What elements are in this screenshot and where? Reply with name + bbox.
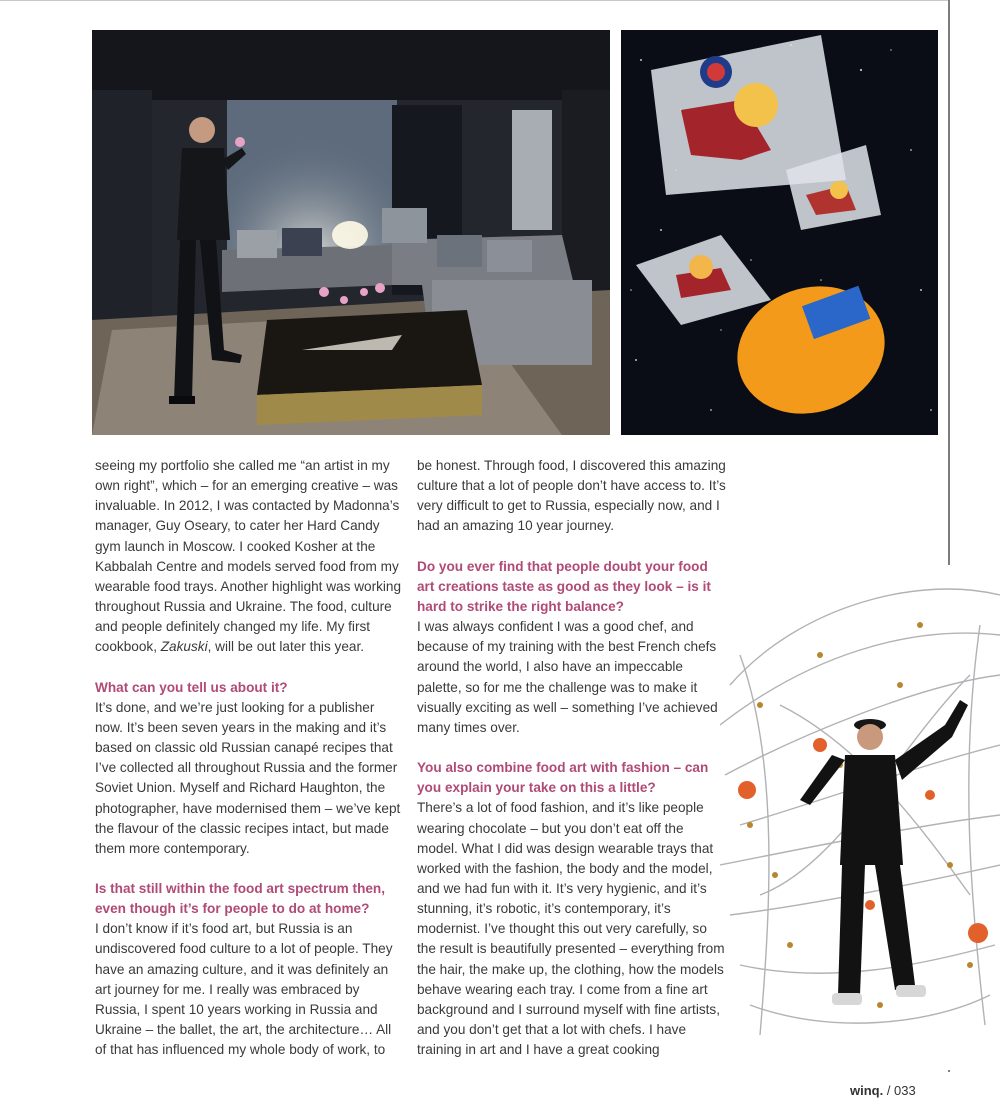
interview-answer: I was always confident I was a good chef, and because of my training with the best French chefs around the world, I also have an impeccable palette, so for me the challenge was to make it visually exciting as well – something I’ve achieved many times over.: [417, 619, 718, 735]
interview-question: You also combine food art with fashion – can you explain your take on this a little?: [417, 760, 709, 796]
paragraph: [95, 456, 405, 658]
article-column-right: [417, 456, 727, 1080]
top-rule: [0, 0, 948, 1]
space-food-illustration: [621, 30, 938, 435]
qa-block: [95, 879, 405, 1060]
interview-question: What can you tell us about it?: [95, 679, 288, 695]
article-column-left: [95, 456, 405, 1080]
paragraph-text: seeing my portfolio she called me “an artist in my own right”, which – for an emerging creative – was invaluable. In 2012, I was contacted by Madonna’s manager, Guy Oseary, to cater her Hard Candy gym launch in Moscow. I cooked Kosher at the Kabbalah Centre and models served food from my wearable food trays. Another highlight was working throughout Russia and Ukraine. The food, culture and people definitely changed my life. My first cookbook,: [95, 458, 402, 655]
interview-answer: There’s a lot of food fashion, and it’s like people wearing chocolate – but you don’t eat off the model. What I did was design wearable trays that worked with the fashion, the body and the model, and we had fun with it. It’s very hygienic, and it’s stunning, it’s robotic, it’s contemporary, it’s modernist. I’ve thought this out very carefully, so the result is beautifully presented – everything from the hair, the make up, the clothing, how the models behave wearing each tray. I come from a fine art background and I surround myself with fine artists, and you don’t get that a lot with chefs. I have training in art and I have a great cooking: [417, 800, 725, 1058]
photo-living-room: [92, 30, 610, 435]
paragraph: [417, 456, 727, 537]
interview-question: Do you ever find that people doubt your food art creations taste as good as they look – is it hard to strike the right balance?: [417, 558, 711, 614]
book-title: Zakuski: [160, 639, 208, 655]
wire-sculpture-illustration: [720, 565, 1000, 1070]
photo-space-food: [621, 30, 938, 435]
qa-block: [417, 557, 727, 738]
interview-question: Is that still within the food art spectrum then, even though it’s for people to do at home?: [95, 880, 386, 917]
page-number: / 033: [883, 1083, 916, 1098]
qa-block: [417, 758, 727, 1060]
interview-answer: I don’t know if it’s food art, but Russia is an undiscovered food culture to a lot of people. They have an amazing culture, and it was definitely an art journey for me. I really was embraced by Russia, I spent 10 years working in Russia and Ukraine – the ballet, the art, the architecture… All of that has influenced my whole body of work, to: [95, 921, 393, 1058]
page-footer: [850, 1083, 916, 1098]
paragraph-text: be honest. Through food, I discovered this amazing culture that a lot of people don’t have access to. It’s very difficult to get to Russia, especially now, and I had an amazing 10 year journey.: [417, 458, 726, 534]
interview-answer: It’s done, and we’re just looking for a publisher now. It’s been seven years in the making and it’s based on classic old Russian canapé recipes that I’ve collected all throughout Russia and the former Soviet Union. Myself and Richard Haughton, the photographer, have modernised them – we’ve kept the flavour of the classic recipes intact, but made them more contemporary.: [95, 699, 401, 856]
living-room-illustration: [92, 30, 610, 435]
paragraph-text: , will be out later this year.: [207, 639, 364, 655]
qa-block: [95, 678, 405, 859]
photo-wire-sculpture: [720, 565, 1000, 1070]
magazine-logo: winq.: [850, 1083, 884, 1098]
